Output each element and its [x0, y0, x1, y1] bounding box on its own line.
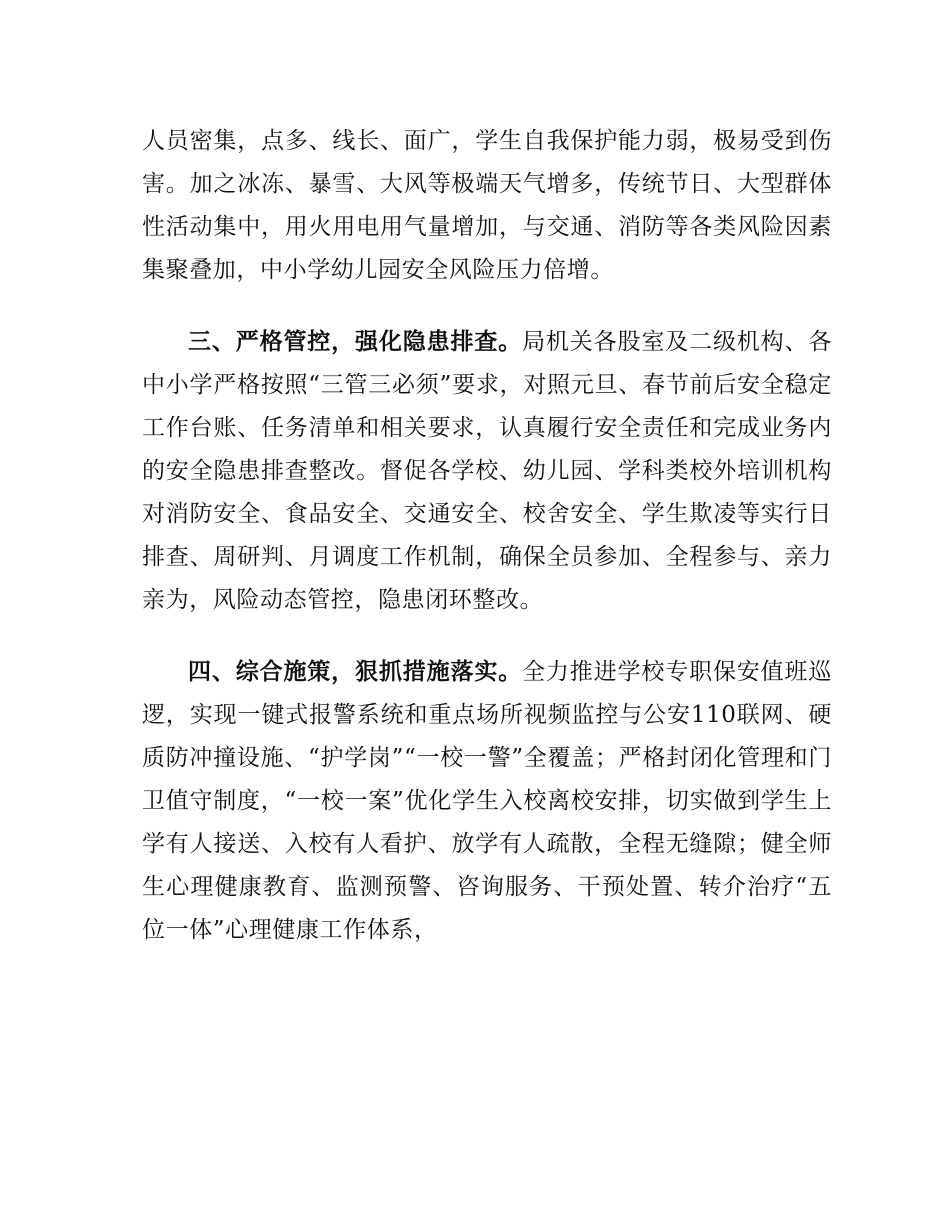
paragraph-continuation: [142, 120, 832, 292]
document-body: [142, 120, 832, 980]
paragraph-section-3: [142, 320, 832, 622]
section-heading: 四、综合施策，狠抓措施落实。: [188, 658, 523, 685]
paragraph-section-4: [142, 650, 832, 952]
paragraph-text: 全力推进学校专职保安值班巡逻，实现一键式报警系统和重点场所视频监控与公安110联网、硬质防冲撞设施、“护学岗”“一校一警”全覆盖；严格封闭化管理和门卫值守制度，“一校一案”优化学生入校离校安排，切实做到学生上学有人接送、入校有人看护、放学有人疏散，全程无缝隙；健全师生心理健康教育、监测预警、咨询服务、干预处置、转介治疗“五位一体”心理健康工作体系，: [142, 659, 832, 943]
section-heading: 三、严格管控，强化隐患排查。: [188, 328, 523, 355]
paragraph-text: 人员密集，点多、线长、面广，学生自我保护能力弱，极易受到伤害。加之冰冻、暴雪、大风等极端天气增多，传统节日、大型群体性活动集中，用火用电用气量增加，与交通、消防等各类风险因素集聚叠加，中小学幼儿园安全风险压力倍增。: [142, 128, 832, 283]
paragraph-text: 局机关各股室及二级机构、各中小学严格按照“三管三必须”要求，对照元旦、春节前后安全稳定工作台账、任务清单和相关要求，认真履行安全责任和完成业务内的安全隐患排查整改。督促各学校、幼儿园、学科类校外培训机构对消防安全、食品安全、交通安全、校舍安全、学生欺凌等实行日排查、周研判、月调度工作机制，确保全员参加、全程参与、亲力亲为，风险动态管控，隐患闭环整改。: [142, 329, 832, 613]
